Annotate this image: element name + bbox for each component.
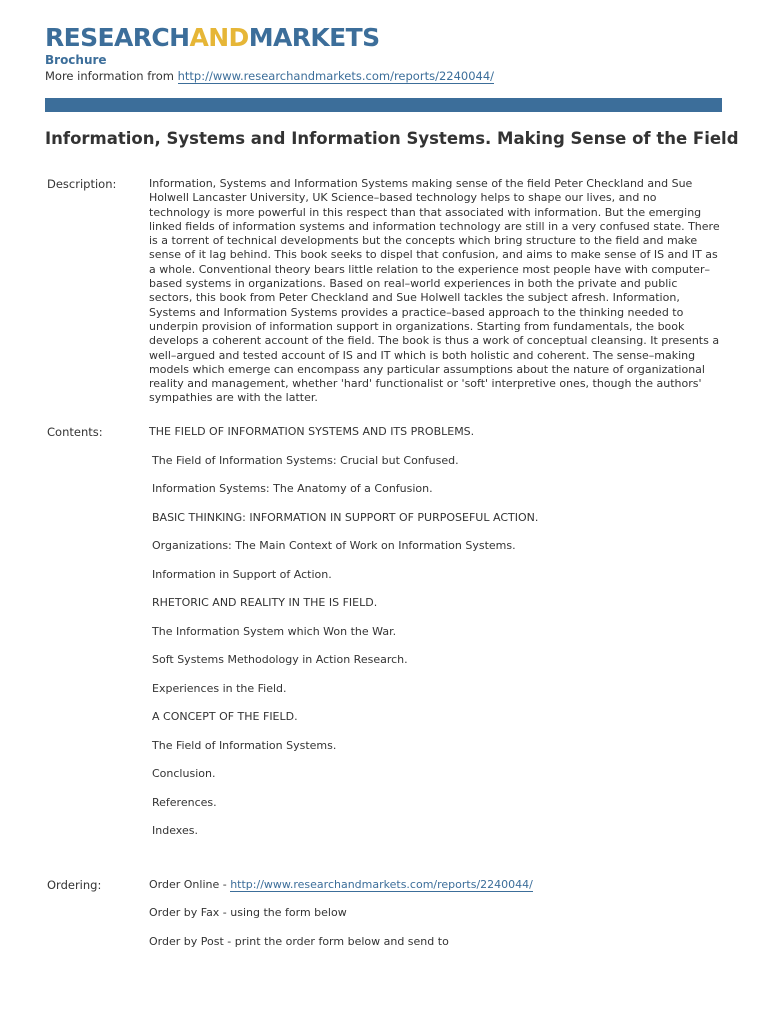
header-divider-bar	[45, 98, 722, 112]
ordering-list	[149, 878, 533, 963]
logo-and: AND	[189, 23, 249, 52]
ordering-label: Ordering:	[47, 878, 102, 892]
contents-item: References.	[152, 795, 217, 809]
more-info-link[interactable]: http://www.researchandmarkets.com/reports/2240044/	[177, 69, 495, 83]
contents-item: RHETORIC AND REALITY IN THE IS FIELD.	[152, 596, 378, 609]
contents-item: The Information System which Won the War.	[152, 624, 397, 638]
more-info-line	[45, 69, 494, 83]
description-label: Description:	[47, 177, 117, 191]
contents-item: Information Systems: The Anatomy of a Confusion.	[152, 482, 433, 495]
contents-item: Indexes.	[152, 824, 198, 837]
more-info-prefix: More information from	[45, 69, 174, 83]
contents-item: Information in Support of Action.	[152, 567, 332, 581]
order-online-prefix: Order Online -	[149, 878, 231, 891]
contents-item: A CONCEPT OF THE FIELD.	[152, 710, 298, 723]
order-fax-line: Order by Fax - using the form below	[149, 906, 347, 920]
contents-item: THE FIELD OF INFORMATION SYSTEMS AND ITS PROBLEMS.	[149, 425, 475, 438]
description-text: Information, Systems and Information Systems making sense of the field Peter Checkland and Sue Holwell Lancaster University, UK Science–based technology helps to shape our lives, and no technology is more powerful in this respect than that associated with information. But the emerging linked fields of information systems and information technology are still in a very confused state. There is a torrent of technical developments but the concepts which bring structure to the field and make sense of it lag behind. This book seeks to dispel that confusion, and aims to make sense of IS and IT as a whole. Conventional theory bears little relation to the experience most people have with computer–based systems in organizations. Based on real–world experiences in both the private and public sectors, this book from Peter Checkland and Sue Holwell tackles the subject afresh. Information, Systems and Information Systems provides a practice–based approach to the thinking needed to underpin provision of information support in organizations. Starting from fundamentals, the book develops a coherent account of the field. The book is thus a work of conceptual cleansing. It presents a well–argued and tested account of IS and IT which is both holistic and coherent. The sense–making models which emerge can encompass any particular assumptions about the nature of organizational reality and management, whether 'hard' functionalist or 'soft' interpretive ones, though the authors' sympathies are with the latter.	[149, 177, 720, 405]
contents-list	[149, 425, 538, 853]
contents-item: The Field of Information Systems: Crucial but Confused.	[152, 453, 459, 467]
order-online-link[interactable]: http://www.researchandmarkets.com/reports/2240044/	[230, 878, 533, 891]
contents-item: BASIC THINKING: INFORMATION IN SUPPORT OF PURPOSEFUL ACTION.	[152, 510, 539, 524]
contents-label: Contents:	[47, 425, 103, 439]
brochure-label: Brochure	[45, 53, 107, 67]
logo-markets: MARKETS	[248, 23, 380, 52]
contents-item: Soft Systems Methodology in Action Research.	[152, 653, 408, 666]
logo	[45, 22, 380, 54]
logo-research: RESEARCH	[45, 23, 190, 52]
order-online-line	[149, 878, 533, 906]
contents-item: The Field of Information Systems.	[152, 738, 337, 752]
contents-item: Conclusion.	[152, 767, 216, 780]
contents-item: Organizations: The Main Context of Work on Information Systems.	[152, 539, 516, 552]
page-title: Information, Systems and Information Systems. Making Sense of the Field	[45, 129, 739, 148]
order-post-line: Order by Post - print the order form below and send to	[149, 934, 449, 948]
contents-item: Experiences in the Field.	[152, 681, 287, 695]
